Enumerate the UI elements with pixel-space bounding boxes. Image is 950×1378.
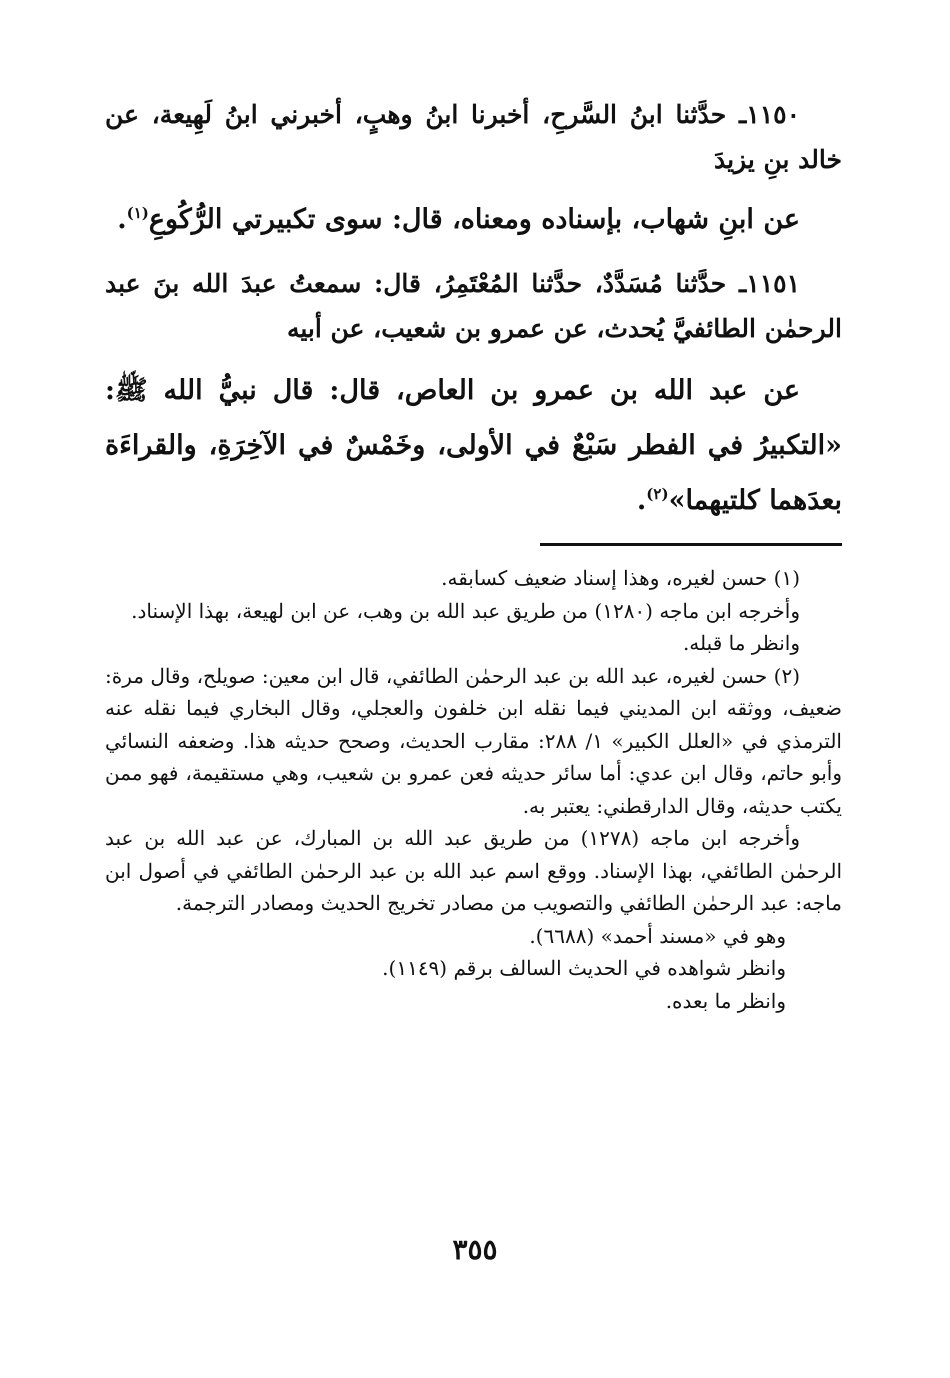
hadith-1150-text xyxy=(105,192,842,247)
hadith-1151-chain-text: ١١٥١ـ حدَّثنا مُسَدَّدٌ، حدَّثنا المُعْتَمِرُ، قال: سمعتُ عبدَ الله بنَ عبد الرحمٰن الطائفيَّ يُحدث، عن عمرو بن شعيب، عن أبيه xyxy=(105,269,842,343)
footnote-ref-1[interactable]: (١) xyxy=(126,204,149,222)
end-mark-1: . xyxy=(117,204,127,235)
footnote-ref-2[interactable]: (٢) xyxy=(646,485,669,503)
hadith-1150-chain xyxy=(105,92,842,182)
end-mark-2: . xyxy=(636,485,647,516)
main-text xyxy=(105,92,842,528)
footnote-1-takhrij: وأخرجه ابن ماجه (١٢٨٠) من طريق عبد الله بن وهب، عن ابن لهيعة، بهذا الإسناد. xyxy=(131,598,800,623)
page-number: ٣٥٥ xyxy=(452,1233,498,1266)
footnotes xyxy=(105,562,842,1017)
footnote-2-musnad: وهو في «مسند أحمد» (٦٦٨٨). xyxy=(529,923,786,948)
hadith-1151-text xyxy=(105,363,842,528)
footnote-2-see-next: وانظر ما بعده. xyxy=(665,988,786,1013)
footnote-separator xyxy=(540,543,842,546)
hadith-1151-chain xyxy=(105,261,842,351)
footnote-1-see-previous: وانظر ما قبله. xyxy=(682,631,800,655)
footnote-2-shawahid: وانظر شواهده في الحديث السالف برقم (١١٤٩). xyxy=(382,956,786,980)
hadith-1150-body: عن ابنِ شهاب، بإسناده ومعناه، قال: سوى تكبيرتي الرُّكُوعِ xyxy=(148,204,800,235)
footnote-2-takhrij: وأخرجه ابن ماجه (١٢٧٨) من طريق عبد الله بن المبارك، عن عبد الله بن عبد الرحمٰن الطائفي، بهذا الإسناد. ووقع اسم عبد الله بن عبد الرحمٰن الطائفي في أصول ابن ماجه: عبد الرحمٰن الطائفي والتصويب من مصادر تخريج الحديث ومصادر الترجمة. xyxy=(105,826,842,915)
footnote-2-grading: (٢) حسن لغيره، عبد الله بن عبد الرحمٰن الطائفي، قال ابن معين: صويلح، وقال مرة: ضعيف، ووثقه ابن المديني فيما نقله ابن خلفون والعجلي، وقال البخاري فيما نقله عنه الترمذي في «العلل الكبير» ١/ ٢٨٨: مقارب الحديث، وصحح حديثه هذا. وضعفه النسائي وأبو حاتم، وقال ابن عدي: أما سائر حديثه فعن عمرو بن شعيب، وهي مستقيمة، فهو ممن يكتب حديثه، وقال الدارقطني: يعتبر به. xyxy=(105,663,842,818)
hadith-1151-body: عن عبد الله بن عمرو بن العاص، قال: قال نبيُّ الله ﷺ: «التكبيرُ في الفطر سَبْعٌ في الأولى، وخَمْسٌ في الآخِرَةِ، والقراءَة بعدَهما كلتيهما» xyxy=(105,375,842,516)
footnote-1-grading: (١) حسن لغيره، وهذا إسناد ضعيف كسابقه. xyxy=(441,566,800,590)
hadith-1150-chain-text: ١١٥٠ـ حدَّثنا ابنُ السَّرحِ، أخبرنا ابنُ وهبٍ، أخبرني ابنُ لَهِيعة، عن خالد بنِ يزيدَ xyxy=(105,100,842,174)
